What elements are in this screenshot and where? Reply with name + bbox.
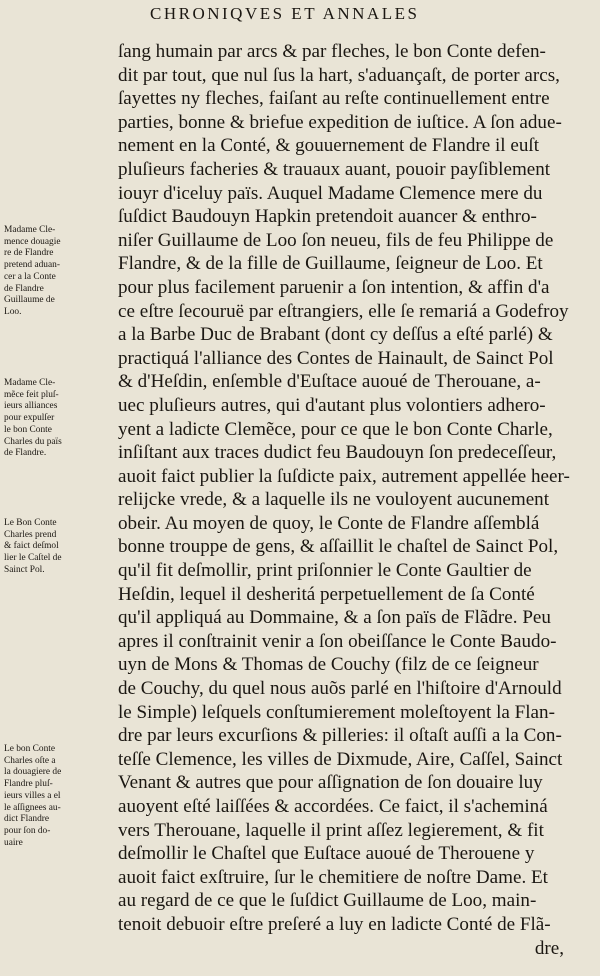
text-line: dit par tout, que nul ſus la hart, s'aduançaſt, de porter arcs,: [118, 64, 560, 86]
text-line: & d'Heſdin, enſemble d'Euſtace auoué de Therouane, a-: [118, 371, 541, 393]
margin-note-line: & faict deſmol: [4, 541, 59, 552]
main-text-block: [98, 40, 570, 960]
text-line: auoit faict exſtruire, ſur le chemitiere de noſtre Dame. Et: [118, 866, 548, 888]
margin-note-line: Guillaume de: [4, 295, 55, 306]
text-line: pour plus facilement paruenir a ſon intention, & affin d'a: [118, 276, 550, 298]
text-line: niſer Guillaume de Loo ſon neueu, fils de feu Philippe de: [118, 229, 554, 251]
margin-note-line: mẽce feit pluſ-: [4, 389, 59, 400]
margin-note: [4, 225, 98, 319]
text-line: auoit faict publier la ſuſdicte paix, autrement appellée heer-: [118, 465, 570, 487]
margin-note-line: Flandre pluſ-: [4, 779, 53, 790]
margin-note-line: Charles oſte a: [4, 755, 56, 766]
text-line: Heſdin, lequel il desheritá perpetuellement de ſa Conté: [118, 583, 535, 605]
text-line: vers Therouane, laquelle il print aſſez legierement, & fit: [118, 819, 544, 841]
text-line: obeir. Au moyen de quoy, le Conte de Flandre aſſemblá: [118, 512, 540, 534]
text-line: de Couchy, du quel nous auõs parlé en l'hiſtoire d'Arnould: [118, 678, 562, 700]
margin-note: [4, 378, 98, 460]
text-line: tenoit debuoir eſtre preſeré a luy en ladicte Conté de Flã-: [118, 913, 551, 935]
margin-note-line: Sainct Pol.: [4, 564, 45, 575]
margin-note-line: Charles prend: [4, 529, 57, 540]
text-line: auoyent eſté laiſſées & accordées. Ce faict, il s'acheminá: [118, 796, 548, 817]
text-line: inſiſtant aux traces dudict feu Baudouyn ſon predeceſſeur,: [118, 442, 557, 464]
margin-note-line: de Flandre.: [4, 448, 47, 459]
margin-note-line: lier le Caſtel de: [4, 553, 62, 564]
text-line: ſayettes ny fleches, faiſant au reſte continuellement entre: [118, 88, 550, 110]
margin-note-line: le aſſignees au-: [4, 802, 61, 813]
margin-note-line: la douagiere de: [4, 767, 62, 778]
margin-note: [4, 744, 98, 849]
text-line: Flandre, & de la fille de Guillaume, ſeigneur de Loo. Et: [118, 253, 543, 275]
margin-note-line: pour ſon do-: [4, 825, 51, 836]
text-line: apres il conſtrainit venir a ſon obeiſſance le Conte Baudo-: [118, 630, 557, 652]
text-line: Venant & autres que pour aſſignation de ſon douaire luy: [118, 772, 543, 794]
text-line: nement en la Conté, & gouuernement de Flandre il euſt: [118, 135, 540, 157]
margin-note-line: Madame Cle-: [4, 225, 56, 235]
text-line: uyn de Mons & Thomas de Couchy (filz de ce ſeigneur: [118, 654, 539, 676]
text-line: le Simple) leſquels conſtumierement moleſtoyent la Flan-: [118, 701, 555, 723]
text-line: dre par leurs excurſions & pilleries: il oſtaſt auſſi a la Con-: [118, 725, 562, 747]
text-line: pluſieurs facheries & trauaux auant, pouoir payſiblement: [118, 158, 551, 180]
text-line: iouyr d'iceluy païs. Auquel Madame Clemence mere du: [118, 182, 543, 204]
text-line: au regard de ce que le ſuſdict Guillaume de Loo, main-: [118, 890, 537, 912]
margin-note-line: Madame Cle-: [4, 378, 56, 388]
text-line: uec pluſieurs autres, qui d'autant plus volontiers adhero-: [118, 394, 546, 416]
margin-note-line: dict Flandre: [4, 814, 50, 825]
text-line: relijcke vrede, & a laquelle ils ne vouloyent aucunement: [118, 489, 550, 511]
text-line: ce eſtre ſecouruë par eſtrangiers, elle ſe remariá a Godefroy: [118, 300, 569, 322]
margin-note-line: ieurs alliances: [4, 401, 58, 412]
text-line: qu'il appliquá au Dommaine, & a ſon païs de Flãdre. Peu: [118, 607, 551, 629]
text-line: parties, bonne & briefue expedition de iuſtice. A ſon adue-: [118, 111, 562, 133]
text-line: ſang humain par arcs & par fleches, le bon Conte defen-: [118, 41, 546, 62]
margin-note-line: mence douagie: [4, 236, 61, 247]
text-line: practiquá l'alliance des Contes de Hainault, de Sainct Pol: [118, 347, 554, 369]
margin-note-line: Loo.: [4, 306, 22, 317]
text-line: a la Barbe Duc de Brabant (dont cy deſſus a eſté parlé) &: [118, 324, 553, 346]
text-line: teſſe Clemence, les villes de Dixmude, Aire, Caſſel, Sainct: [118, 748, 563, 770]
running-header: CHRONIQVES ET ANNALES: [150, 4, 420, 23]
text-line: bonne trouppe de gens, & aſſaillit le chaſtel de Sainct Pol,: [118, 536, 559, 558]
text-line: ſuſdict Baudouyn Hapkin pretendoit auancer & enthro-: [118, 206, 537, 228]
margin-note-line: pretend aduan-: [4, 260, 60, 271]
margin-note-line: uaire: [4, 837, 23, 848]
margin-note: [4, 518, 98, 577]
text-line: dre,: [534, 937, 564, 959]
text-line: deſmollir le Chaſtel que Euſtace auoué de Therouene y: [118, 843, 535, 865]
text-line: qu'il fit deſmollir, print priſonnier le Conte Gaultier de: [118, 560, 532, 582]
margin-note-line: de Flandre: [4, 283, 44, 294]
margin-note-line: le bon Conte: [4, 424, 52, 435]
margin-note-line: re de Flandre: [4, 248, 54, 259]
margin-note-line: Charles du païs: [4, 436, 62, 447]
margin-note-line: Le Bon Conte: [4, 518, 57, 528]
margin-note-line: ieurs villes a el: [4, 790, 61, 801]
margin-note-line: Le bon Conte: [4, 744, 56, 754]
margin-note-line: pour expulſer: [4, 413, 55, 424]
text-line: yent a ladicte Clemẽce, pour ce que le bon Conte Charle,: [118, 418, 553, 440]
margin-note-line: cer a la Conte: [4, 271, 56, 282]
